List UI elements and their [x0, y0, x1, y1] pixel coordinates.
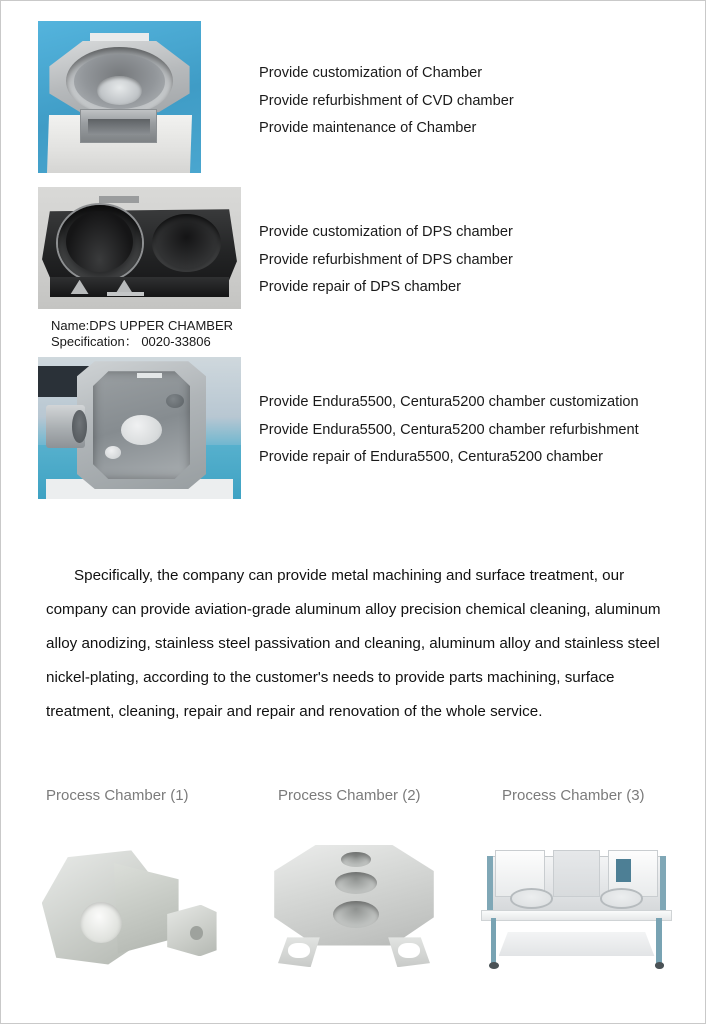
pc2-bore-middle	[335, 872, 377, 894]
dps-cross-bar	[107, 292, 144, 296]
pc1-circular-bore	[80, 902, 122, 943]
dps-caption-name: Name:DPS UPPER CHAMBER	[51, 318, 234, 333]
pc3-cart-shelf	[499, 932, 655, 956]
service-line: Provide repair of DPS chamber	[259, 279, 461, 295]
service-line: Provide customization of Chamber	[259, 65, 483, 81]
pc2-wing-right	[388, 937, 430, 967]
service-line: Provide repair of Endura5500, Centura5200 chamber	[259, 449, 603, 465]
chamber-center-hub	[97, 76, 143, 105]
company-capabilities-paragraph: Specifically, the company can provide metal machining and surface treatment, our company can provide aviation-grade aluminum alloy precision chemical cleaning, aluminum alloy anodizing, stainless steel passivation and cleaning, aluminum alloy and stainless steel nickel-plating, according to the customer's needs to provide parts machining, surface treatment, cleaning, repair and repair and renovation of the whole service.	[46, 567, 661, 720]
service-line: Provide refurbishment of CVD chamber	[259, 92, 514, 109]
service-line: Provide Endura5500, Centura5200 chamber customization	[259, 394, 639, 410]
process-chamber-2-caption: Process Chamber (2)	[278, 787, 421, 804]
cvd-chamber-service-list	[259, 60, 514, 143]
endura-side-flange	[46, 405, 85, 448]
cvd-chamber-photo	[38, 21, 201, 173]
pc3-cart-leg-right	[656, 918, 661, 964]
service-line: Provide customization of DPS chamber	[259, 224, 513, 240]
endura-top-window	[137, 373, 161, 379]
dps-top-plate	[99, 196, 140, 203]
pc3-caster-right	[655, 962, 665, 969]
endura-center-port	[121, 415, 162, 445]
process-chamber-1-caption: Process Chamber (1)	[46, 787, 189, 804]
dps-chamber-service-list	[259, 219, 513, 302]
chamber-port-box	[80, 109, 157, 143]
pc1-side-arm	[167, 905, 216, 957]
pc2-wing-left	[278, 937, 320, 967]
process-chamber-3-photo	[479, 834, 674, 970]
pc3-cart-leg-left	[491, 918, 496, 964]
process-chamber-1-photo	[38, 834, 228, 970]
pc3-rail-left	[487, 856, 493, 913]
pc3-caster-left	[489, 962, 499, 969]
endura-centura-chamber-photo	[38, 357, 241, 499]
pc3-slot-center	[553, 850, 600, 896]
dps-oval-opening	[152, 214, 221, 273]
dps-caption-specification: Specification： 0020-33806	[51, 333, 211, 349]
service-line: Provide refurbishment of DPS chamber	[259, 251, 513, 268]
service-line: Provide Endura5500, Centura5200 chamber refurbishment	[259, 421, 639, 438]
pc2-bore-bottom	[333, 901, 379, 928]
pc2-bore-top	[341, 852, 371, 867]
pc3-port-ring-left	[510, 888, 553, 908]
dps-chamber-caption	[51, 318, 233, 349]
pc3-port-ring-right	[600, 888, 643, 908]
pc3-rail-right	[660, 856, 666, 913]
chamber-top-plate	[90, 33, 149, 41]
service-line: Provide maintenance of Chamber	[259, 120, 477, 136]
process-chamber-2-photo	[259, 834, 449, 970]
pc3-cart-deck	[481, 910, 672, 921]
dps-upper-chamber-photo	[38, 187, 241, 309]
process-chamber-3-caption: Process Chamber (3)	[502, 787, 645, 804]
endura-chamber-service-list	[259, 389, 639, 472]
